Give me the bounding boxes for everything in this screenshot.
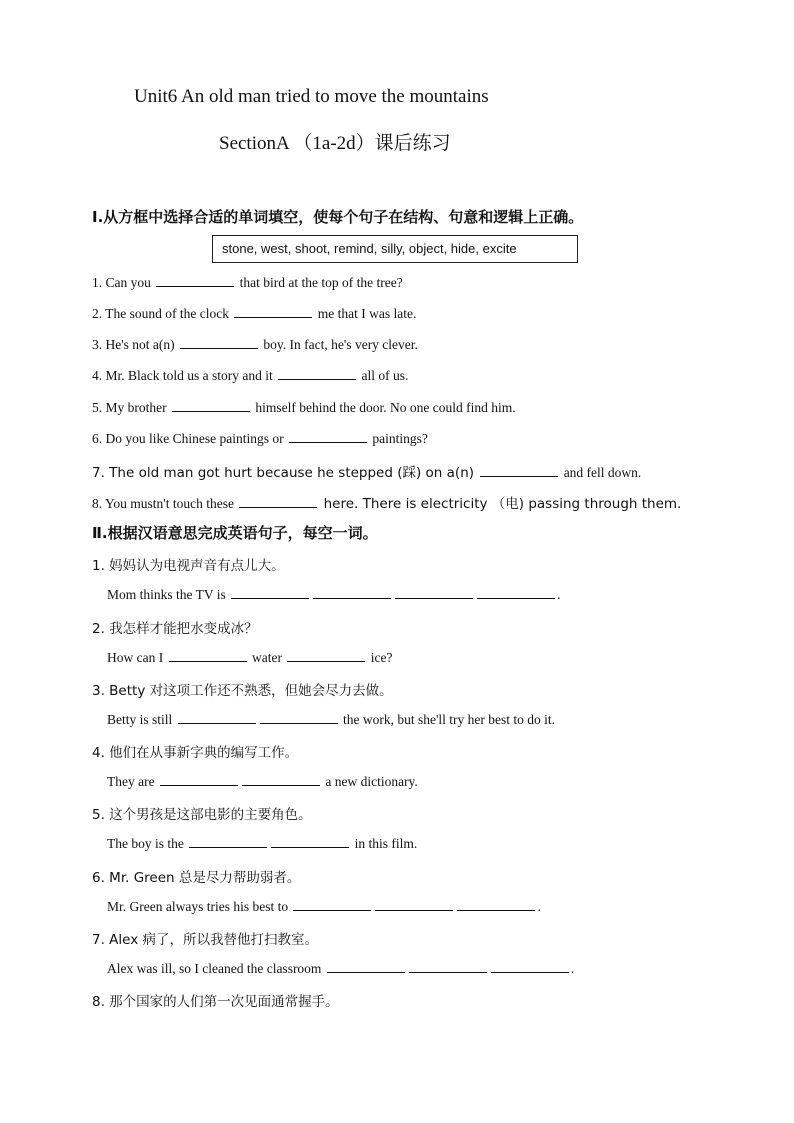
answer-blank[interactable] [287,649,365,662]
question-text-post: boy. In fact, he's very clever. [260,337,418,352]
answer-blank[interactable] [242,773,320,786]
s2-prompt-8: 8. 那个国家的人们第一次见面通常握手。 [92,994,339,1010]
answer-text-post: . [557,587,561,602]
s2-prompt-7: 7. Alex 病了，所以我替他打扫教室。 [92,932,319,948]
s2-answer-line-6 [107,898,541,915]
s2-answer-line-4 [107,773,418,790]
answer-text-pre: Mom thinks the TV is [107,587,230,602]
s2-answer-line-7 [107,960,574,977]
answer-blank[interactable] [239,495,317,508]
question-text-post: that bird at the top of the tree? [236,275,403,290]
answer-blank[interactable] [477,586,555,599]
s1-question-6 [92,430,428,447]
answer-blank[interactable] [156,274,234,287]
answer-blank[interactable] [457,898,535,911]
answer-blank[interactable] [169,649,247,662]
answer-blank[interactable] [231,586,309,599]
s1-question-3 [92,336,418,353]
worksheet-title: Unit6 An old man tried to move the mountains [134,86,489,107]
word-bank-box: stone, west, shoot, remind, silly, object, hide, excite [212,235,578,263]
s2-prompt-4: 4. 他们在从事新字典的编写工作。 [92,745,299,761]
answer-text-post: ice? [367,650,393,665]
question-text-pre: 2. The sound of the clock [92,306,233,321]
answer-blank[interactable] [260,711,338,724]
answer-blank[interactable] [313,586,391,599]
answer-blank[interactable] [480,464,558,477]
s2-prompt-1: 1. 妈妈认为电视声音有点儿大。 [92,558,285,574]
section2-heading: Ⅱ.根据汉语意思完成英语句子，每空一词。 [92,524,378,542]
answer-blank[interactable] [395,586,473,599]
question-text-post: here. There is electricity （电) passing through them. [319,496,682,512]
answer-blank[interactable] [327,960,405,973]
answer-text-post: a new dictionary. [321,774,418,789]
answer-text-post: . [570,961,575,976]
answer-blank[interactable] [271,835,349,848]
question-text-pre: 1. Can you [92,275,155,290]
s1-question-7 [92,461,641,481]
answer-blank[interactable] [180,336,258,349]
question-text-post: me that I was late. [314,306,417,321]
worksheet-subtitle: SectionA （1a-2d）课后练习 [219,133,451,154]
answer-blank[interactable] [289,430,367,443]
s1-question-4 [92,367,408,384]
answer-text-pre: Mr. Green always tries his best to [107,899,292,914]
answer-text-post: . [537,899,541,914]
answer-text-post: in this film. [351,836,418,851]
answer-text-pre: How can I [107,650,167,665]
answer-text-pre: Betty is still [107,712,176,727]
s2-prompt-3: 3. Betty 对这项工作还不熟悉，但她会尽力去做。 [92,683,393,699]
question-text-pre: 3. He's not a(n) [92,337,179,352]
answer-blank[interactable] [160,773,238,786]
answer-text-pre: They are [107,774,158,789]
answer-text-mid: water [248,650,286,665]
s1-question-1 [92,274,403,291]
question-text-post: and fell down. [560,465,642,480]
question-text-pre: 5. My brother [92,400,170,415]
question-text-post: himself behind the door. No one could find him. [252,400,516,415]
answer-blank[interactable] [491,960,569,973]
s1-question-5 [92,399,516,416]
answer-text-post: the work, but she'll try her best to do it. [339,712,556,727]
answer-blank[interactable] [375,898,453,911]
s2-prompt-5: 5. 这个男孩是这部电影的主要角色。 [92,807,312,823]
answer-text-pre: The boy is the [107,836,188,851]
answer-blank[interactable] [409,960,487,973]
answer-blank[interactable] [293,898,371,911]
s2-answer-line-3 [107,711,555,728]
answer-blank[interactable] [278,367,356,380]
answer-text-pre: Alex was ill, so I cleaned the classroom [107,961,325,976]
question-text-pre: 6. Do you like Chinese paintings or [92,431,287,446]
answer-blank[interactable] [178,711,256,724]
question-text-pre: 7. The old man got hurt because he stepped (踩) on a(n) [92,465,479,481]
s2-answer-line-5 [107,835,417,852]
s2-answer-line-2 [107,649,392,666]
s1-question-2 [92,305,416,322]
answer-blank[interactable] [172,399,250,412]
s2-prompt-2: 2. 我怎样才能把水变成冰？ [92,621,258,637]
answer-blank[interactable] [234,305,312,318]
s1-question-8 [92,492,681,512]
s2-answer-line-1 [107,586,561,603]
section1-heading: Ⅰ.从方框中选择合适的单词填空，使每个句子在结构、句意和逻辑上正确。 [92,208,584,226]
question-text-post: all of us. [358,368,409,383]
question-text-pre: 4. Mr. Black told us a story and it [92,368,277,383]
question-text-post: paintings? [368,431,428,446]
question-text-pre: 8. You mustn't touch these [92,496,238,511]
s2-prompt-6: 6. Mr. Green 总是尽力帮助弱者。 [92,870,301,886]
answer-blank[interactable] [189,835,267,848]
